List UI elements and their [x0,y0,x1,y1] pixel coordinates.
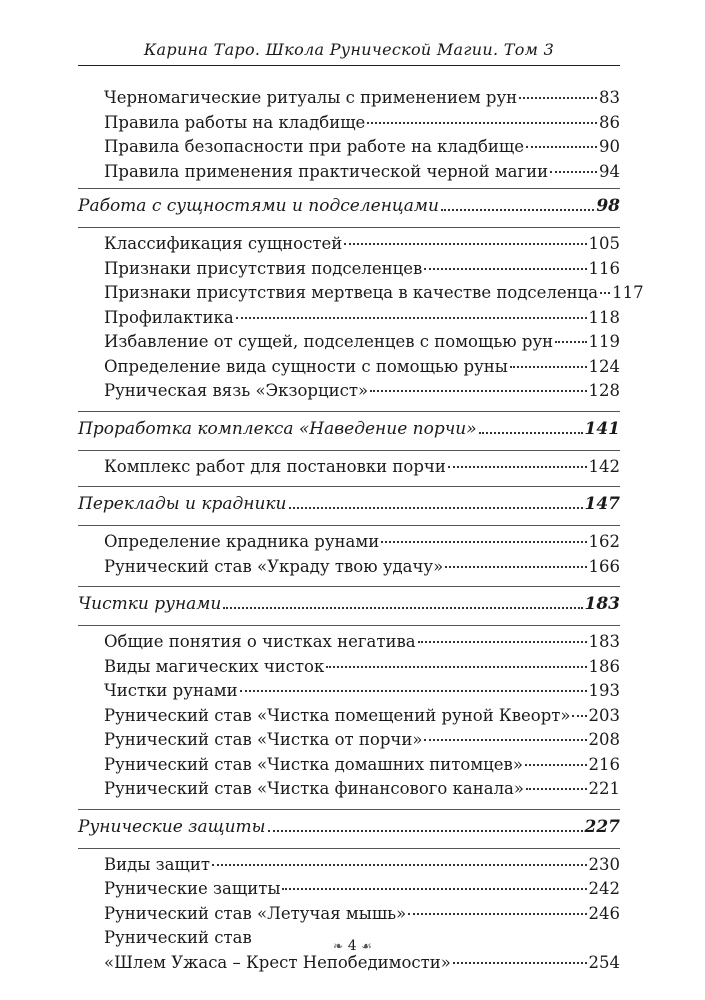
entry-page: 124 [588,356,620,376]
toc-entry [78,555,620,580]
entry-title: Правила работы на кладбище [104,112,366,132]
toc-entry [78,232,620,257]
entry-title: «Шлем Ужаса – Крест Непобедимости» [104,952,451,972]
section-title: Рунические защиты [78,816,266,837]
entry-page: 90 [599,137,620,156]
dot-leader [240,690,587,692]
entry-title: Рунический став «Летучая мышь» [104,903,407,923]
running-header: Карина Таро. Школа Рунической Магии. Том 3 [143,40,555,59]
dot-leader [525,764,587,766]
section-title: Переклады и крадники [78,494,287,514]
entry-page: 186 [588,656,620,676]
entry-page: 230 [588,854,620,874]
entry-page: 183 [588,632,620,651]
toc-entry [78,655,620,680]
dot-leader [424,739,586,741]
dot-leader [289,507,583,509]
entry-title: Профилактика [104,307,234,327]
toc-section [78,486,620,582]
entry-page: 216 [588,754,620,774]
ornament-right-icon: ☙ [361,939,372,953]
entry-page: 116 [588,258,620,278]
page-number: 4 [347,938,357,954]
entry-title: Правила применения практической черной магии [104,161,549,181]
section-title: Проработка комплекса «Наведение порчи» [78,418,477,439]
toc-entry [78,728,620,753]
entry-page: 86 [599,112,620,132]
entry-page: 83 [599,88,620,107]
entry-title: Рунический став «Чистка помещений руной Квеорт» [104,705,571,725]
entry-title: Рунический став «Чистка от порчи» [104,730,423,749]
entry-title: Виды магических чисток [104,656,325,676]
section-heading [78,487,620,521]
entry-page: 105 [588,234,620,253]
toc-entry [78,679,620,704]
entry-page: 208 [588,730,620,749]
entry-title: Признаки присутствия подселенцев [104,258,423,278]
entry-title: Руническая вязь «Экзорцист» [104,381,369,400]
entry-page: 246 [588,903,620,923]
toc-entry [78,355,620,380]
ornament-left-icon: ❧ [333,939,344,953]
entry-title: Определение вида сущности с помощью руны [104,356,508,376]
dot-leader [445,566,586,568]
entry-title-line1: Рунический став [104,928,252,947]
entry-title: Рунические защиты [104,879,281,898]
dot-leader [381,541,586,543]
entry-title: Рунический став «Чистка домашних питомцев» [104,754,523,774]
dot-leader [448,466,587,468]
toc-entry [78,86,620,111]
table-of-contents [78,86,644,978]
entry-page: 166 [588,556,620,576]
toc-entry [78,281,644,306]
dot-leader [479,432,583,434]
entry-page: 94 [599,161,620,181]
entry-title: Виды защит [104,854,210,874]
toc-entry [78,306,620,331]
section-title: Чистки рунами [78,594,222,614]
entry-title: Рунический став «Украду твою удачу» [104,556,444,576]
dot-leader [510,366,587,368]
entry-page: 242 [588,879,620,898]
toc-section [78,411,620,483]
entry-title: Общие понятия о чистках негатива [104,632,416,651]
entry-page: 203 [588,705,620,725]
toc-entry [78,877,620,902]
dot-leader [555,341,586,343]
dot-leader [550,171,597,173]
dot-leader [268,830,583,832]
dot-leader [344,243,586,245]
toc-section [78,188,644,407]
toc-entry [78,630,620,655]
dot-leader [519,97,597,99]
toc-entry [78,135,620,160]
dot-leader [223,607,582,609]
toc-entry [78,951,620,976]
toc-entry [78,257,620,282]
section-heading [78,189,620,223]
section-page: 98 [596,196,620,216]
entry-title: Комплекс работ для постановки порчи [104,456,446,476]
toc-entry [78,853,620,878]
section-heading [78,587,620,621]
dot-leader [212,864,587,866]
toc-entry [78,530,620,555]
dot-leader [236,317,587,319]
toc-entry [78,704,620,729]
toc-entry [78,330,620,355]
dot-leader [408,913,586,915]
toc-entry [78,160,620,185]
dot-leader [282,888,586,890]
dot-leader [572,715,586,717]
entry-page: 128 [588,381,620,400]
dot-leader [424,268,586,270]
toc-entry [78,455,620,480]
entry-title: Черномагические ритуалы с применением рун [104,88,518,107]
entry-page: 118 [588,307,620,327]
section-heading [78,412,620,446]
entry-title: Рунический став «Чистка финансового канала» [104,779,524,798]
entry-page: 162 [588,532,620,551]
dot-leader [453,962,587,964]
entry-page: 117 [612,283,644,302]
entry-title: Классификация сущностей [104,234,343,253]
entry-page: 119 [588,332,620,351]
section-page: 147 [584,494,620,514]
dot-leader [441,209,594,211]
entry-title: Чистки рунами [104,681,238,700]
toc-entry [78,753,620,778]
dot-leader [526,146,597,148]
entry-title: Правила безопасности при работе на кладбище [104,137,525,156]
entry-page: 254 [588,952,620,972]
toc-section [78,86,620,184]
section-page: 227 [584,816,620,837]
entry-title: Избавление от сущей, подселенцев с помощью рун [104,332,554,351]
entry-title: Признаки присутствия мертвеца в качестве подселенца [104,283,599,302]
dot-leader [326,666,586,668]
section-page: 141 [584,418,620,439]
toc-entry [78,111,620,136]
entry-page: 142 [588,456,620,476]
entry-page: 221 [588,779,620,798]
entry-page: 193 [588,681,620,700]
toc-entry [78,379,620,404]
toc-entry [78,777,620,802]
dot-leader [370,390,586,392]
dot-leader [367,122,597,124]
entry-title: Определение крадника рунами [104,532,380,551]
dot-leader [418,641,587,643]
dot-leader [526,788,587,790]
section-heading [78,810,620,844]
toc-entry [78,902,620,927]
page-footer [0,938,705,954]
dot-leader [600,292,610,294]
header-rule [78,65,620,66]
toc-section [78,586,620,805]
section-title: Работа с сущностями и подселенцами [78,196,439,216]
section-page: 183 [584,594,620,614]
